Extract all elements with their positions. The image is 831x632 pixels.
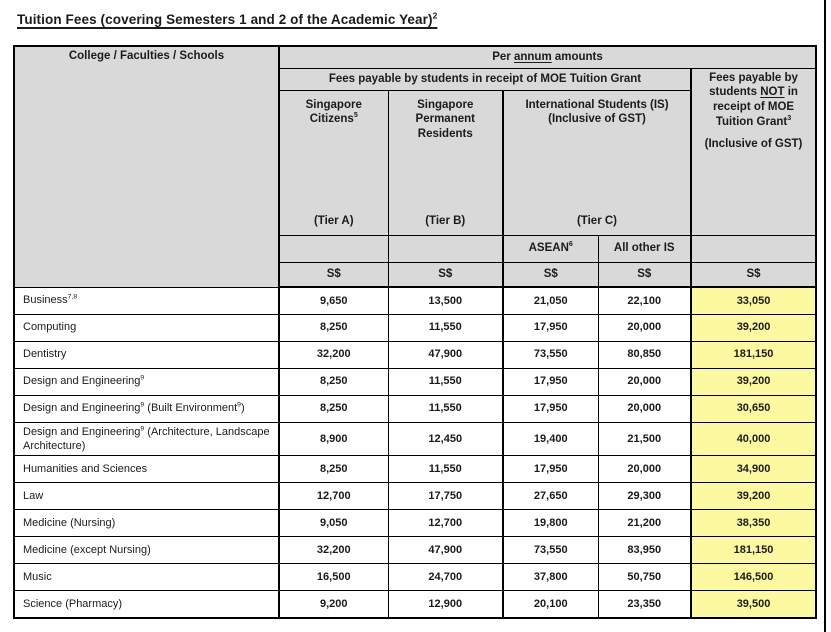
table-row xyxy=(14,564,816,591)
tier-a-name: Singapore Citizens$^5$ xyxy=(305,98,362,126)
fee-cell-tier-b: 11,550 xyxy=(388,314,503,341)
table-row xyxy=(14,368,816,395)
table-row xyxy=(14,314,816,341)
header-international-students xyxy=(503,90,691,235)
page-edge-line xyxy=(824,0,826,632)
fee-cell-nogrant: 34,900 xyxy=(691,456,816,483)
header-asean: ASEAN$^6$ xyxy=(503,235,598,262)
tier-a-label: (Tier A) xyxy=(313,214,354,227)
table-row xyxy=(14,341,816,368)
fee-cell-tier-b: 11,550 xyxy=(388,456,503,483)
fee-cell-all-other: 23,350 xyxy=(598,591,691,618)
fee-cell-tier-a: 8,250 xyxy=(279,395,388,422)
fee-cell-nogrant: 181,150 xyxy=(691,537,816,564)
fee-cell-tier-a: 32,200 xyxy=(279,537,388,564)
fee-cell-asean: 37,800 xyxy=(503,564,598,591)
header-per-annum-amounts: Per annum amounts xyxy=(279,46,816,68)
fee-cell-all-other: 21,200 xyxy=(598,510,691,537)
fee-cell-nogrant: 39,200 xyxy=(691,483,816,510)
fees-table-header xyxy=(14,46,816,287)
row-label: Business$^{7,8}$ xyxy=(14,287,279,314)
fee-cell-nogrant: 146,500 xyxy=(691,564,816,591)
fee-cell-nogrant: 39,500 xyxy=(691,591,816,618)
fee-cell-asean: 73,550 xyxy=(503,537,598,564)
fee-cell-tier-b: 47,900 xyxy=(388,537,503,564)
fee-cell-asean: 20,100 xyxy=(503,591,598,618)
fee-cell-all-other: 50,750 xyxy=(598,564,691,591)
tier-b-label: (Tier B) xyxy=(425,214,466,227)
fee-cell-nogrant: 38,350 xyxy=(691,510,816,537)
fee-cell-tier-a: 9,650 xyxy=(279,287,388,314)
fee-cell-asean: 21,050 xyxy=(503,287,598,314)
header-empty-tier-a xyxy=(279,235,388,262)
table-row xyxy=(14,287,816,314)
fee-cell-nogrant: 30,650 xyxy=(691,395,816,422)
fee-cell-all-other: 83,950 xyxy=(598,537,691,564)
fee-cell-all-other: 20,000 xyxy=(598,368,691,395)
fee-cell-all-other: 20,000 xyxy=(598,456,691,483)
currency-header-nogrant: S$ xyxy=(691,262,816,287)
fee-cell-asean: 17,950 xyxy=(503,456,598,483)
fee-cell-nogrant: 39,200 xyxy=(691,368,816,395)
header-moe-tuition-grant: Fees payable by students in receipt of MOE Tuition Grant xyxy=(279,68,691,90)
fee-cell-tier-b: 12,900 xyxy=(388,591,503,618)
fee-cell-all-other: 22,100 xyxy=(598,287,691,314)
fee-cell-tier-a: 8,900 xyxy=(279,422,388,456)
header-empty-nogrant xyxy=(691,235,816,262)
currency-header-all-other: S$ xyxy=(598,262,691,287)
page-title: Tuition Fees (covering Semesters 1 and 2 of the Academic Year)$^2$ xyxy=(17,10,438,27)
fee-cell-tier-b: 12,450 xyxy=(388,422,503,456)
fee-cell-nogrant: 40,000 xyxy=(691,422,816,456)
row-label: Design and Engineering$^9$ xyxy=(14,368,279,395)
header-college-faculties-schools: College / Faculties / Schools xyxy=(14,46,279,287)
fee-cell-tier-b: 24,700 xyxy=(388,564,503,591)
row-label: Medicine (Nursing) xyxy=(14,510,279,537)
tier-b-name: Singapore Permanent Residents xyxy=(415,98,475,141)
fee-cell-all-other: 20,000 xyxy=(598,314,691,341)
row-label: Science (Pharmacy) xyxy=(14,591,279,618)
fee-cell-asean: 17,950 xyxy=(503,368,598,395)
fee-cell-tier-a: 32,200 xyxy=(279,341,388,368)
fee-cell-tier-a: 8,250 xyxy=(279,456,388,483)
fee-cell-tier-a: 9,050 xyxy=(279,510,388,537)
fee-cell-tier-b: 11,550 xyxy=(388,368,503,395)
fee-cell-nogrant: 39,200 xyxy=(691,314,816,341)
tier-c-label: (Tier C) xyxy=(576,214,618,227)
currency-header-tier-a: S$ xyxy=(279,262,388,287)
fee-cell-tier-a: 8,250 xyxy=(279,314,388,341)
header-all-other-is: All other IS xyxy=(598,235,691,262)
table-row xyxy=(14,456,816,483)
tuition-fees-table xyxy=(13,45,817,619)
table-row xyxy=(14,591,816,618)
tier-c-name: International Students (IS) xyxy=(525,98,669,111)
fee-cell-tier-a: 9,200 xyxy=(279,591,388,618)
table-row xyxy=(14,395,816,422)
fee-cell-tier-b: 17,750 xyxy=(388,483,503,510)
header-singapore-citizens xyxy=(279,90,388,235)
fee-cell-tier-b: 12,700 xyxy=(388,510,503,537)
fee-cell-tier-b: 47,900 xyxy=(388,341,503,368)
currency-header-tier-b: S$ xyxy=(388,262,503,287)
table-row xyxy=(14,537,816,564)
fee-cell-asean: 27,650 xyxy=(503,483,598,510)
fee-cell-asean: 73,550 xyxy=(503,341,598,368)
tier-c-gst: (Inclusive of GST) xyxy=(548,113,646,126)
row-label: Design and Engineering$^9$ (Built Environment$^9$) xyxy=(14,395,279,422)
header-not-grant-text: Fees payable by students NOT in receipt of MOE Tuition Grant$^3$ xyxy=(709,71,798,129)
fee-cell-tier-b: 11,550 xyxy=(388,395,503,422)
fee-cell-asean: 17,950 xyxy=(503,395,598,422)
table-row xyxy=(14,422,816,456)
fee-cell-asean: 17,950 xyxy=(503,314,598,341)
row-label: Medicine (except Nursing) xyxy=(14,537,279,564)
row-label: Law xyxy=(14,483,279,510)
row-label: Computing xyxy=(14,314,279,341)
row-label: Humanities and Sciences xyxy=(14,456,279,483)
fee-cell-nogrant: 181,150 xyxy=(691,341,816,368)
header-empty-tier-b xyxy=(388,235,503,262)
fee-cell-all-other: 80,850 xyxy=(598,341,691,368)
fee-cell-tier-a: 12,700 xyxy=(279,483,388,510)
fee-cell-all-other: 21,500 xyxy=(598,422,691,456)
fee-cell-tier-b: 13,500 xyxy=(388,287,503,314)
table-row xyxy=(14,510,816,537)
fee-cell-nogrant: 33,050 xyxy=(691,287,816,314)
fee-cell-tier-a: 8,250 xyxy=(279,368,388,395)
header-singapore-pr xyxy=(388,90,503,235)
table-row xyxy=(14,483,816,510)
fees-table-body xyxy=(14,287,816,618)
row-label: Design and Engineering$^9$ (Architecture, Landscape Architecture) xyxy=(14,422,279,456)
fee-cell-tier-a: 16,500 xyxy=(279,564,388,591)
fee-cell-all-other: 29,300 xyxy=(598,483,691,510)
fee-cell-all-other: 20,000 xyxy=(598,395,691,422)
row-label: Music xyxy=(14,564,279,591)
row-label: Dentistry xyxy=(14,341,279,368)
fee-cell-asean: 19,400 xyxy=(503,422,598,456)
fee-cell-asean: 19,800 xyxy=(503,510,598,537)
header-not-grant-gst: (Inclusive of GST) xyxy=(704,138,803,151)
currency-header-asean: S$ xyxy=(503,262,598,287)
header-not-in-receipt-of-grant xyxy=(691,68,816,235)
